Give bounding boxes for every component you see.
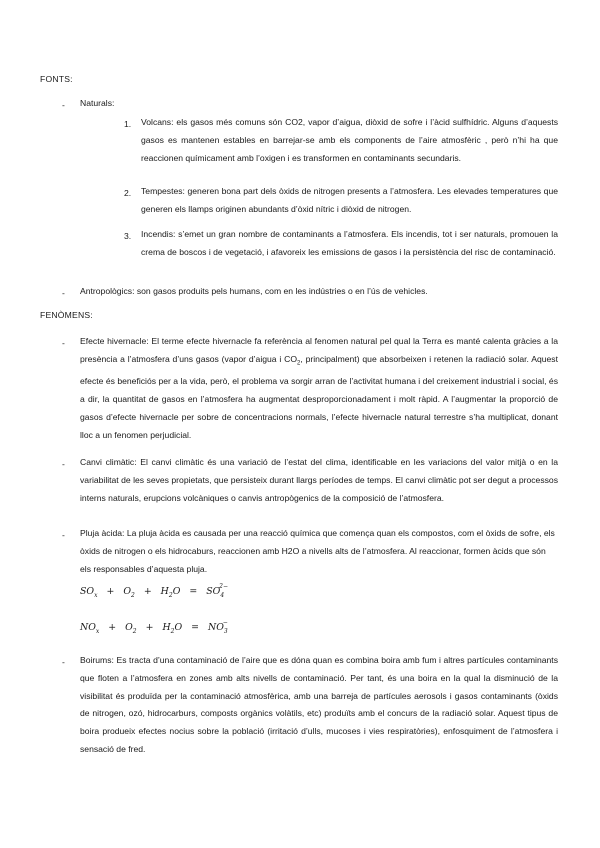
list-number: 3. <box>124 231 132 241</box>
list-number: 1. <box>124 119 132 129</box>
fenomens-heading: FENÒMENS: <box>40 310 93 320</box>
boirums-text: Boirums: Es tracta d’una contaminació de l’aire que es dóna quan es combina boira amb fum i altres partícules contaminants que floten a l’atmosfera en zones amb alts nivells de contaminació. Per tant, és una boira en la qual la disminució de la visibilitat és produïda per la contaminació atmosfèrica, amb una barreja de partícules aerosols i gasos contaminants (òxids de nitrogen, ozó, hidrocarburs, composts orgànics volàtils, etc) produïts amb el concurs de la radiació solar. Aquest tipus de boira produeix efectes nocius sobre la població (irritació d’ulls, mucoses i vies respiratòries), enfosquiment de l’atmosfera i sensació de fred. <box>80 655 558 754</box>
list-item-incendis: Incendis: s’emet un gran nombre de contaminants a l’atmosfera. Els incendis, tot i ser naturals, promouen la crema de boscos i de vegetació, i afavoreix les emissions de gasos i la persistència del risc de contaminació. <box>141 229 558 257</box>
fonts-heading: FONTS: <box>40 74 73 84</box>
bullet-dash: - <box>62 288 65 298</box>
bullet-dash: - <box>62 459 65 469</box>
pluja-acida-text: Pluja àcida: La pluja àcida es causada per una reacció química que comença quan els compostos, com el òxids de sofre, els òxids de nitrogen o els hidrocaburs, reaccionen amb H2O a nivells alts de l’atmosfera. Al reaccionar, formen àcids que són els responsables d’aquesta pluja. <box>80 528 555 574</box>
canvi-climatic-text: Canvi climàtic: El canvi climàtic és una variació de l’estat del clima, identificable en les variacions del valor mitjà o en la variabilitat de les seves propietats, que persisteix durant llargs períodes de temps. El canvi climàtic pot ser degut a processos interns naturals, erupcions volcàniques o canvis antropògenics de la composició de l’atmosfera. <box>80 457 558 503</box>
naturals-label: Naturals: <box>80 98 115 108</box>
antropologics-text: Antropològics: son gasos produits pels humans, com en les indústries o en l’ús de vehicles. <box>80 286 428 296</box>
formula-no: $NO_x + O_2 + H_2O = NO_3^-$ <box>80 619 228 635</box>
efecte-hivernacle-text: Efecte hivernacle: El terme efecte hivernacle fa referència al fenomen natural pel qual la Terra es manté calenta gràcies a la presència a l’atmosfera d’uns gasos (vapor d’aigua i $CO_2$, principalment) que absorbeixen i retenen la radiació solar. Aquest efecte és beneficiós per a la vida, però, el problema va sorgir arran de l’activitat humana i del creixement industrial i social, és a dir, la quantitat de gasos en l’atmosfera ha augmentat desproporcionadament i molt ràpid. A l’augmentar la proporció de gasos d’efecte hivernacle per sobre de concentracions normals, l’efecte hivernacle natural terrestre s’ha multiplicat, donant lloc a un fenomen perjudicial. <box>80 336 558 440</box>
list-item-volcans: Volcans: els gasos més comuns són CO2, vapor d’aigua, diòxid de sofre i l’àcid sulfhídric. Alguns d’aquests gasos es mantenen estables en barrejar-se amb els components de l’aire atmosfèric , però n’hi ha que reaccionen químicament amb l’oxigen i es transformen en contaminants secundaris. <box>141 117 558 163</box>
bullet-dash: - <box>62 338 65 348</box>
formula-so: $SO_x + O_2 + H_2O = SO_4^{2-}$ <box>80 583 228 599</box>
list-item-tempestes: Tempestes: generen bona part dels òxids de nitrogen presents a l’atmosfera. Les elevades temperatures que generen els llamps originen abundants d’òxid nítric i diòxid de nitrogen. <box>141 186 558 214</box>
bullet-dash: - <box>62 100 65 110</box>
bullet-dash: - <box>62 530 65 540</box>
bullet-dash: - <box>62 657 65 667</box>
list-number: 2. <box>124 188 132 198</box>
